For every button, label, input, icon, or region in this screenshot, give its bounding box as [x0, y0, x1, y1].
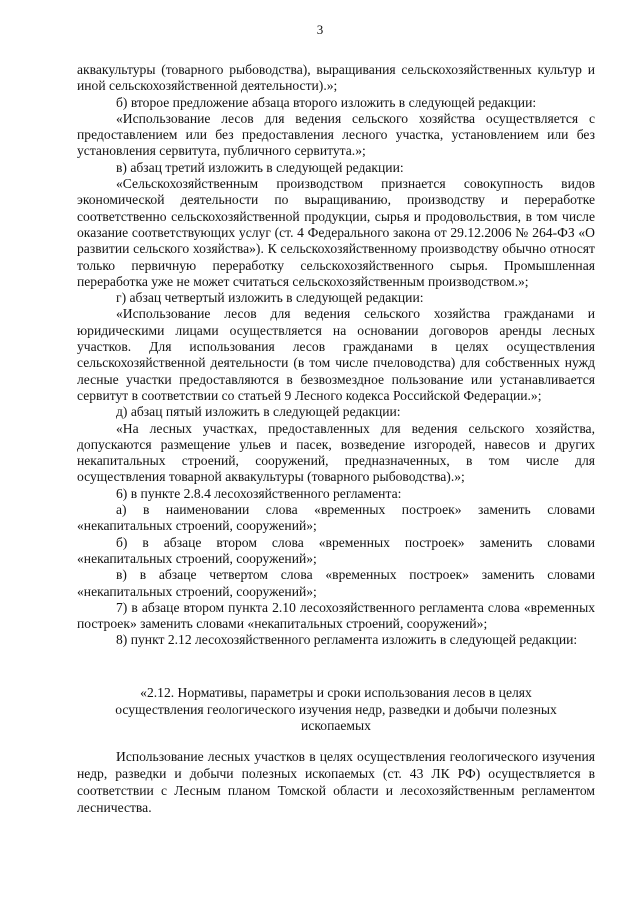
- paragraph: а) в наименовании слова «временных построек» заменить словами «некапитальных строений, сооружений»;: [77, 502, 595, 534]
- paragraph: д) абзац пятый изложить в следующей редакции:: [116, 404, 401, 420]
- document-body: [77, 62, 595, 649]
- paragraph: «Сельскохозяйственным производством признается совокупность видов экономической деятельности по выращиванию, производству и переработке соответственно сельскохозяйственной продукции, сырья и продовольствия, в том числе оказание соответствующих услуг (ст. 4 Федерального закона от 29.12.2006 № 264-ФЗ «О развитии сельского хозяйства»). К сельскохозяйственному производству обычно относят только первичную переработку сельскохозяйственного сырья. Промышленная переработка уже не может считаться сельскохозяйственным производством.»;: [77, 176, 595, 289]
- paragraph: «Использование лесов для ведения сельского хозяйства гражданами и юридическими лицами осуществляется на основании договоров аренды лесных участков. Для использования лесов гражданами в целях осуществления сельскохозяйственной деятельности (в том числе пчеловодства) для собственных нужд лесные участки предоставляются в безвозмездное пользование или устанавливается сервитут в соответствии со статьей 9 Лесного кодекса Российской Федерации.»;: [77, 306, 595, 403]
- section-heading: «2.12. Нормативы, параметры и сроки использования лесов в целях осуществления геологического изучения недр, разведки и добычи полезных ископаемых: [115, 685, 557, 733]
- paragraph: б) второе предложение абзаца второго изложить в следующей редакции:: [116, 94, 537, 110]
- paragraph: Использование лесных участков в целях осуществления геологического изучения недр, разведки и добычи полезных ископаемых (ст. 43 ЛК РФ) осуществляется в соответствии с Лесным планом Томской области и лесохозяйственным регламентом лесничества.: [77, 749, 595, 815]
- final-section: [77, 748, 595, 816]
- paragraph: в) в абзаце четвертом слова «временных построек» заменить словами «некапитальных строений, сооружений»;: [77, 567, 595, 599]
- paragraph: г) абзац четвертый изложить в следующей редакции:: [116, 290, 424, 306]
- paragraph: в) абзац третий изложить в следующей редакции:: [116, 159, 404, 175]
- paragraph: 6) в пункте 2.8.4 лесохозяйственного регламента:: [116, 485, 402, 501]
- paragraph: 8) пункт 2.12 лесохозяйственного регламента изложить в следующей редакции:: [116, 632, 578, 648]
- paragraph: б) в абзаце втором слова «временных построек» заменить словами «некапитальных строений, сооружений»;: [77, 534, 595, 566]
- paragraph: 7) в абзаце втором пункта 2.10 лесохозяйственного регламента слова «временных построек» заменить словами «некапитальных строений, сооружений»;: [77, 599, 595, 632]
- paragraph: аквакультуры (товарного рыбоводства), выращивания сельскохозяйственных культур и иной сельскохозяйственной деятельности).»;: [77, 62, 595, 94]
- page-number: 3: [316, 22, 324, 37]
- paragraph: «На лесных участках, предоставленных для ведения сельского хозяйства, допускаются размещение ульев и пасек, возведение изгородей, навесов и других некапитальных строений, сооружений, предназначенных, в том числе для осуществления товарной аквакультуры (товарного рыбоводства).»;: [77, 420, 595, 485]
- paragraph: «Использование лесов для ведения сельского хозяйства осуществляется с предоставлением или без предоставления лесного участка, установлением или без установления сервитута, публичного сервитута.»;: [77, 110, 595, 159]
